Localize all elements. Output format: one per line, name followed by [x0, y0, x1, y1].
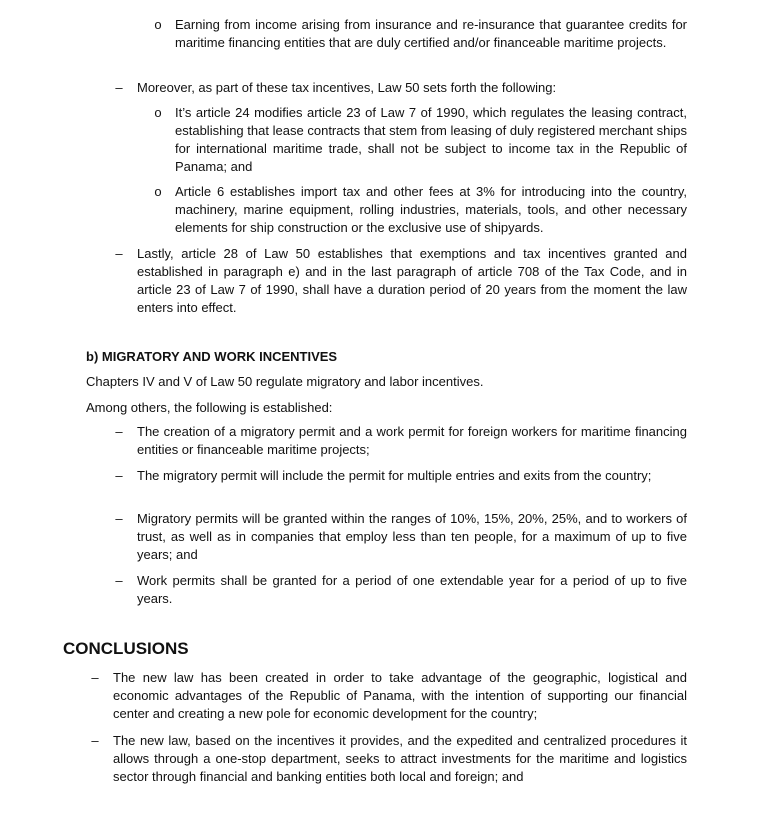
- dash-bullet-icon: –: [115, 511, 123, 526]
- circle-bullet-icon: o: [154, 105, 162, 120]
- sub-bullet-text: Earning from income arising from insurance and re-insurance that guarantee credits for maritime financing entities that are duly certified and/or financeable maritime projects.: [175, 17, 687, 50]
- dash-bullet-icon: –: [115, 573, 123, 588]
- section-intro: Among others, the following is established:: [86, 400, 333, 415]
- dash-bullet-text: Work permits shall be granted for a period of one extendable year for a period of up to five years.: [137, 573, 687, 606]
- dash-bullet-icon: –: [115, 246, 123, 261]
- dash-bullet-icon: –: [115, 468, 123, 483]
- conclusions-heading: CONCLUSIONS: [63, 639, 189, 658]
- sub-bullet-item: [141, 104, 687, 176]
- sub-bullet-text: It’s article 24 modifies article 23 of Law 7 of 1990, which regulates the leasing contract, establishing that lease contracts that stem from leasing of duly registered merchant ships for international maritime trade, shall not be subject to income tax in the Republic of Panama; and: [175, 105, 687, 174]
- section-intro: Chapters IV and V of Law 50 regulate migratory and labor incentives.: [86, 374, 484, 389]
- conclusion-text: The new law, based on the incentives it provides, and the expedited and centralized procedures it allows through a one-stop department, seeks to attract investments for the maritime and logistics sector through financial and banking entities both local and foreign; and: [113, 733, 687, 784]
- dash-bullet-icon: –: [115, 424, 123, 439]
- section-heading: b) MIGRATORY AND WORK INCENTIVES: [86, 349, 338, 364]
- dash-bullet-item: [101, 572, 687, 608]
- dash-bullet-text: The migratory permit will include the permit for multiple entries and exits from the country;: [137, 468, 652, 483]
- dash-bullet-item: [101, 79, 687, 97]
- dash-bullet-icon: –: [115, 80, 123, 95]
- dash-bullet-icon: –: [91, 733, 99, 748]
- circle-bullet-icon: o: [154, 184, 162, 199]
- dash-bullet-text: Lastly, article 28 of Law 50 establishes that exemptions and tax incentives granted and established in paragraph e) and in the last paragraph of article 708 of the Tax Code, and in article 23 of Law 7 of 1990, shall have a duration period of 20 years from the moment the law enters into effect.: [137, 246, 687, 315]
- dash-bullet-icon: –: [91, 670, 99, 685]
- conclusion-item: [77, 669, 687, 723]
- circle-bullet-icon: o: [154, 17, 162, 32]
- dash-bullet-text: Migratory permits will be granted within the ranges of 10%, 15%, 20%, 25%, and to workers of trust, as well as in companies that employ less than ten people, for a maximum of up to five years; and: [137, 511, 687, 562]
- conclusion-item: [77, 732, 687, 786]
- dash-bullet-text: The creation of a migratory permit and a work permit for foreign workers for maritime financing entities or financeable maritime projects;: [137, 424, 687, 457]
- dash-bullet-item: [101, 245, 687, 317]
- sub-bullet-text: Article 6 establishes import tax and other fees at 3% for introducing into the country, machinery, marine equipment, rolling industries, materials, tools, and other necessary elements for ship construction or the exclusive use of shipyards.: [175, 184, 687, 235]
- dash-bullet-item: [101, 510, 687, 564]
- dash-bullet-item: [101, 423, 687, 459]
- sub-bullet-item: [141, 16, 687, 52]
- sub-bullet-item: [141, 183, 687, 237]
- conclusion-text: The new law has been created in order to take advantage of the geographic, logistical and economic advantages of the Republic of Panama, with the intention of supporting our financial center and creating a new pole for economic development for the country;: [113, 670, 687, 721]
- dash-bullet-text: Moreover, as part of these tax incentives, Law 50 sets forth the following:: [137, 80, 557, 95]
- dash-bullet-item: [101, 467, 687, 485]
